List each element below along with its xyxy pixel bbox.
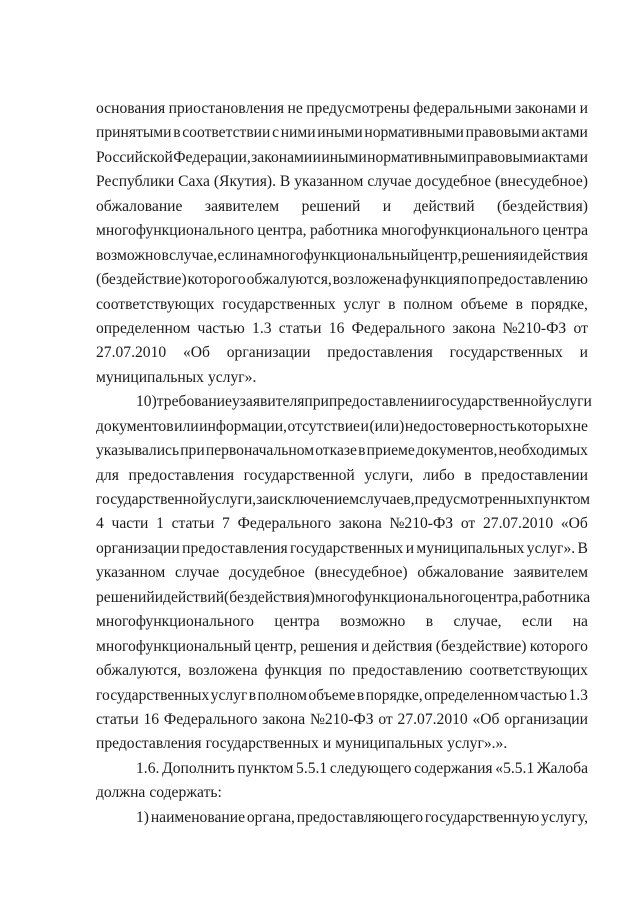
word: на [572, 613, 588, 631]
word: при [180, 442, 205, 460]
word: не [572, 417, 588, 435]
word: пунктом [534, 491, 591, 508]
word: соответствующих [96, 295, 215, 313]
word: на [248, 246, 264, 264]
text-line [96, 659, 588, 683]
word: объеме [308, 686, 356, 704]
word: центр, [254, 637, 297, 655]
word: приостановления [168, 100, 285, 117]
word: соответствии [182, 124, 271, 142]
word: Российской [96, 148, 173, 166]
word: Федерального [163, 710, 258, 728]
word: предоставлению [477, 271, 588, 289]
word: и [322, 735, 332, 753]
word: Республики [96, 173, 175, 191]
word: действий [413, 197, 475, 215]
word: Саха [178, 173, 210, 191]
text-line [96, 195, 588, 219]
word: если [521, 613, 553, 631]
word: многофункционального [96, 613, 254, 631]
word: услуг [210, 686, 248, 704]
word: Федерального [237, 515, 332, 533]
word: определенном [96, 319, 191, 337]
word: организации [226, 344, 311, 362]
word: должна [96, 784, 146, 802]
word: услуги [546, 393, 592, 411]
text-line [96, 512, 588, 536]
word: (бездействие) [96, 271, 187, 289]
word: предоставлении [328, 393, 436, 411]
word: органа, [246, 808, 295, 826]
word: содержания [414, 759, 493, 777]
word: №210-ФЗ [309, 710, 374, 728]
word: правовыми [467, 148, 542, 166]
text-line [96, 708, 588, 732]
word: государственных [449, 344, 563, 362]
word: и [405, 539, 415, 557]
word: содержать: [149, 784, 222, 802]
word: актами [541, 124, 588, 142]
word: части [111, 515, 149, 533]
word: обжалуются, [96, 662, 182, 680]
word: решений [301, 197, 361, 215]
word: объеме [460, 295, 508, 313]
word: и [154, 588, 164, 606]
word: многофункционального [314, 588, 473, 606]
word: частью [519, 686, 568, 704]
text-line [96, 806, 588, 830]
word: в [356, 686, 365, 704]
word: 1) [136, 808, 149, 826]
word: заявителем [204, 197, 280, 215]
word: требование [156, 393, 232, 411]
text-line [96, 366, 588, 390]
word: нормативными [364, 124, 464, 142]
word: предоставлении [481, 466, 588, 484]
word: ними [280, 124, 316, 142]
text-line [96, 635, 588, 659]
word: полном [403, 295, 453, 313]
word: центр, [419, 246, 462, 264]
word: следующего [329, 759, 412, 777]
word: многофункциональный [263, 246, 419, 264]
word: «Об [182, 344, 210, 362]
word: 27.07.2010 [482, 515, 554, 533]
word: предоставления [182, 539, 288, 557]
word: нормативными [367, 148, 467, 166]
word: федеральными [413, 100, 512, 117]
word: действия [372, 637, 433, 655]
word: государственной [96, 491, 208, 508]
word: за [256, 491, 270, 508]
word: если [217, 246, 248, 264]
word: 1.6. [136, 759, 160, 777]
word: иными [317, 124, 363, 142]
word: актами [541, 148, 588, 166]
word: случае [175, 564, 220, 582]
word: центра [274, 613, 320, 631]
word: многофункционального [96, 222, 254, 240]
word: от [378, 710, 393, 728]
word: в [515, 295, 524, 313]
word: возможно [340, 613, 406, 631]
word: закона [262, 710, 306, 728]
word: многофункционального [381, 222, 540, 240]
word: случаев, [359, 491, 415, 508]
word: организации [96, 539, 180, 557]
word: (Якутия). [213, 173, 277, 191]
word: для [96, 466, 119, 484]
word: статьи [96, 710, 139, 728]
word: в [425, 613, 434, 631]
word: «Об [560, 515, 588, 533]
word: либо [422, 466, 455, 484]
word: решений [96, 588, 155, 606]
word: В [577, 539, 588, 557]
word: и [312, 148, 321, 166]
word: 1.3 [568, 686, 588, 704]
text-line [96, 293, 588, 317]
text-line [96, 390, 592, 414]
word: и [360, 637, 370, 655]
word: №210-ФЗ [502, 319, 567, 337]
word: по [329, 662, 346, 680]
word: функция [402, 271, 461, 289]
word: недостоверность [404, 417, 517, 435]
word: функция [264, 662, 322, 680]
word: услугу, [541, 808, 588, 826]
word: законами [251, 148, 313, 166]
word: и [519, 246, 528, 264]
word: исключением [269, 491, 360, 508]
word: муниципальных [335, 735, 444, 753]
word: Дополнить [162, 759, 235, 777]
word: Федерального [351, 319, 446, 337]
word: в [464, 466, 472, 484]
word: заявителем [513, 564, 588, 582]
text-line [96, 121, 588, 145]
word: предоставляющего [296, 808, 424, 826]
word: предоставлению [352, 662, 463, 680]
text-line [96, 146, 588, 170]
word: обжалуются, [246, 271, 332, 289]
word: 16 [328, 319, 345, 337]
word: которых [517, 417, 573, 435]
word: приеме [366, 442, 415, 460]
word: и [579, 100, 588, 117]
word: (бездействие) [435, 637, 527, 655]
word: и [360, 417, 369, 435]
word: центра [542, 222, 588, 240]
word: государственных [96, 686, 210, 704]
word: информации, [199, 417, 287, 435]
word: необходимых [498, 442, 588, 460]
word: №210-ФЗ [389, 515, 454, 533]
word: с [272, 124, 279, 142]
word: или [174, 417, 199, 435]
word: центра, [257, 222, 307, 240]
word: определенном [424, 686, 519, 704]
word: государственную [424, 808, 540, 826]
text-line [96, 684, 588, 708]
word: заявителя [239, 393, 305, 411]
word: (бездействия) [224, 588, 315, 606]
word: услуги, [207, 491, 257, 508]
word: указанном [96, 564, 166, 582]
word: услуги, [364, 466, 414, 484]
word: указывались [96, 442, 180, 460]
word: (внесудебное) [314, 564, 408, 582]
text-line [96, 781, 588, 805]
word: и [382, 197, 392, 215]
text-line [96, 488, 591, 512]
word: 10) [136, 393, 157, 411]
word: Федерации, [173, 148, 251, 166]
text-line [96, 757, 588, 781]
text-line [96, 415, 588, 439]
word: обжалование [417, 564, 504, 582]
text-line [96, 561, 588, 585]
word: отсутствие [287, 417, 360, 435]
text-line [96, 732, 588, 756]
word: досудебное [415, 173, 492, 191]
word: в [248, 686, 257, 704]
word: организации [504, 710, 588, 728]
word: которого [529, 637, 588, 655]
word: государственных [290, 539, 404, 557]
word: центра, [472, 588, 523, 606]
word: по [460, 271, 478, 289]
word: возможно [96, 246, 162, 264]
word: документов [96, 417, 174, 435]
word: 4 [96, 515, 104, 533]
word: 7 [222, 515, 230, 533]
word: в [161, 246, 169, 264]
text-line [96, 268, 588, 292]
word: 16 [143, 710, 160, 728]
text-line [96, 537, 588, 561]
word: в [173, 124, 181, 142]
word: предусмотрены [306, 100, 410, 117]
word: статьи [171, 515, 215, 533]
word: полном [257, 686, 307, 704]
word: предоставления [327, 344, 433, 362]
word: работника [522, 588, 591, 606]
word: и [579, 344, 588, 362]
word: муниципальных [416, 539, 525, 557]
text-line [96, 464, 588, 488]
word: в [388, 295, 396, 313]
word: случае [367, 173, 412, 191]
text-line [96, 317, 588, 341]
word: услуг [343, 295, 381, 313]
word: 27.07.2010 [96, 344, 167, 362]
text-line [96, 586, 591, 610]
word: случае, [169, 246, 218, 264]
word: не [287, 100, 303, 117]
word: предоставления [128, 466, 235, 484]
word: законами [515, 100, 577, 117]
word: действия [528, 246, 588, 264]
word: работника [309, 222, 378, 240]
word: услуг». [207, 368, 257, 386]
word: от [460, 515, 476, 533]
word: отказе [315, 442, 357, 460]
word: Жалоба [536, 759, 588, 777]
word: 5.5.1 [296, 759, 328, 777]
word: указанном [294, 173, 364, 191]
document-body [96, 97, 592, 830]
word: у [231, 393, 240, 411]
word: 1.3 [252, 319, 272, 337]
word: (внесудебное) [494, 173, 588, 191]
word: возложена [188, 662, 258, 680]
text-line [96, 341, 588, 365]
text-line [96, 610, 588, 634]
word: «5.5.1 [495, 759, 535, 777]
text-line [96, 219, 588, 243]
word: государственных [222, 295, 336, 313]
text-line [96, 97, 588, 121]
text-line [96, 244, 588, 268]
word: предусмотренных [414, 491, 535, 508]
word: решения [300, 637, 358, 655]
word: (или) [369, 417, 405, 435]
word: первоначальном [205, 442, 315, 460]
word: обжалование [96, 197, 183, 215]
word: документов, [415, 442, 498, 460]
word: 27.07.2010 [397, 710, 468, 728]
word: от [573, 319, 588, 337]
word: услуг». [526, 539, 576, 557]
word: принятыми [96, 124, 172, 142]
word: государственной [435, 393, 547, 411]
word: многофункциональный [96, 637, 252, 655]
word: статьи [278, 319, 322, 337]
word: муниципальных [96, 368, 204, 386]
word: государственной [243, 466, 355, 484]
word: наименование [150, 808, 246, 826]
word: В [279, 173, 291, 191]
word: случае, [453, 613, 502, 631]
word: досудебное [229, 564, 305, 582]
word: услуг».». [447, 735, 508, 753]
word: возложена [332, 271, 402, 289]
text-line [96, 170, 588, 194]
word: частью [197, 319, 245, 337]
word: закона [452, 319, 496, 337]
word: правовыми [465, 124, 540, 142]
word: предоставления [96, 735, 202, 753]
word: при [304, 393, 329, 411]
word: порядке, [530, 295, 588, 313]
word: пунктом [237, 759, 294, 777]
word: основания [96, 100, 166, 117]
word: иными [321, 148, 367, 166]
word: решения [461, 246, 520, 264]
word: порядке, [365, 686, 423, 704]
word: 1 [156, 515, 164, 533]
word: «Об [472, 710, 500, 728]
word: государственных [205, 735, 319, 753]
word: закона [338, 515, 382, 533]
text-line [96, 439, 588, 463]
word: соответствующих [469, 662, 588, 680]
word: (бездействия) [497, 197, 588, 215]
word: действий [163, 588, 225, 606]
word: которого [187, 271, 246, 289]
word: в [358, 442, 366, 460]
